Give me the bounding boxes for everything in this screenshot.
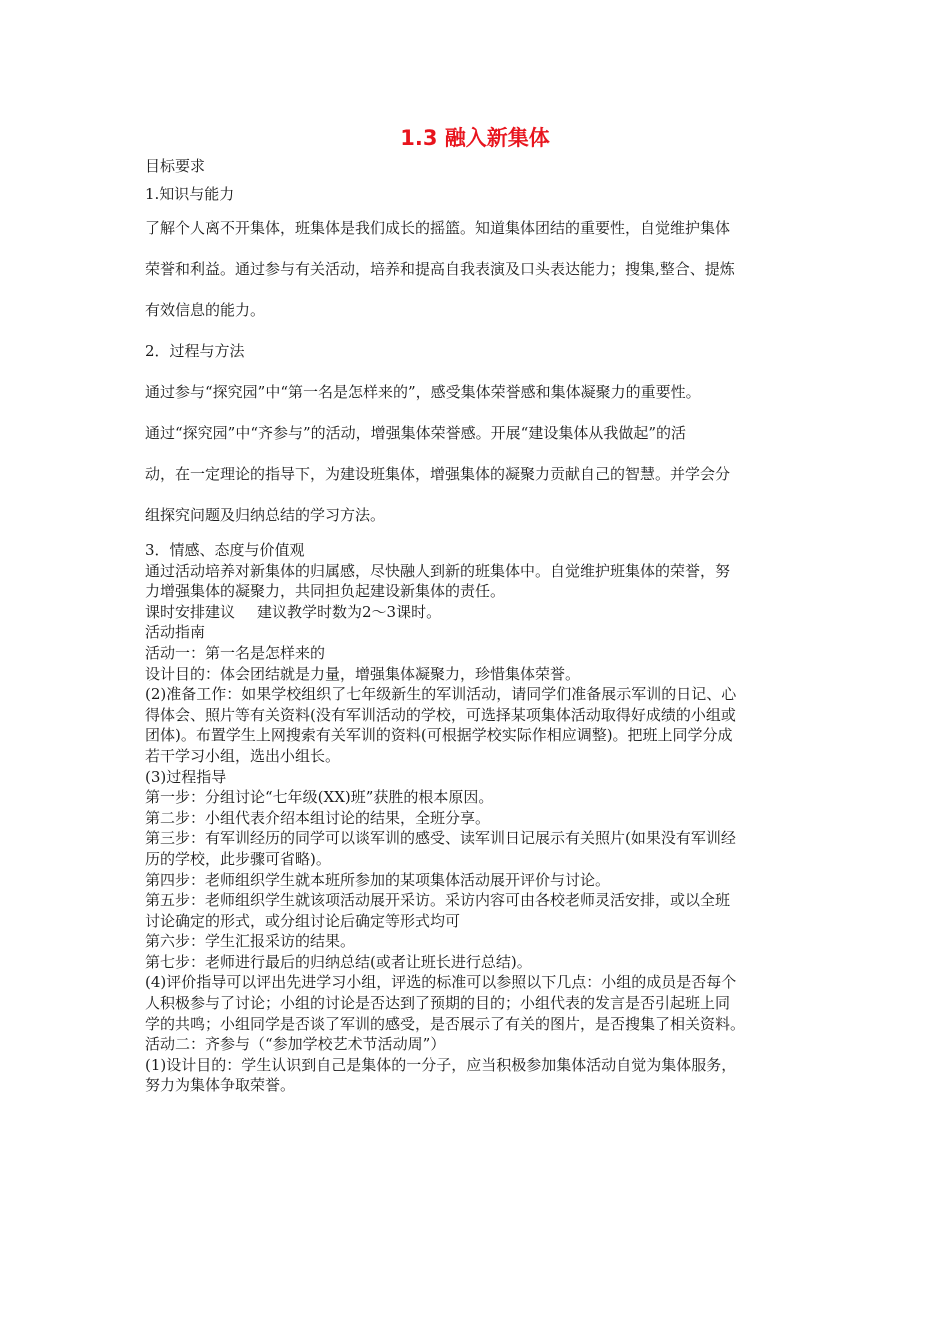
paragraph-line: 努力为集体争取荣誉。 — [145, 1076, 296, 1095]
step-line: 历的学校，此步骤可省略)。 — [145, 849, 331, 868]
paragraph-line: 力增强集体的凝聚力，共同担负起建设新集体的责任。 — [145, 582, 506, 601]
paragraph-line: 学的共鸣；小组同学是否谈了军训的感受，是否展示了有关的图片，是否搜集了相关资料。 — [145, 1014, 746, 1033]
paragraph-line: 荣誉和利益。通过参与有关活动，培养和提高自我表演及口头表达能力；搜集,整合、提炼 — [145, 260, 735, 278]
class-hours-label: 课时安排建议 — [145, 602, 236, 621]
paragraph-line: (1)设计目的：学生认识到自己是集体的一分子，应当积极参加集体活动自觉为集体服务， — [145, 1055, 737, 1074]
step-line: 第七步：老师进行最后的归纳总结(或者让班长进行总结)。 — [145, 952, 532, 971]
step-line: 第一步：分组讨论“七年级(XX)班”获胜的根本原因。 — [145, 788, 494, 807]
paragraph-line: 团体)。布置学生上网搜索有关军训的资料(可根据学校实际作相应调整)。把班上同学分成 — [145, 726, 733, 745]
paragraph-line: 通过参与“探究园”中“第一名是怎样来的”，感受集体荣誉感和集体凝聚力的重要性。 — [145, 383, 701, 401]
class-hours-value: 建议教学时数为2～3课时。 — [257, 602, 442, 621]
paragraph-line: 了解个人离不开集体，班集体是我们成长的摇篮。知道集体团结的重要性，自觉维护集体 — [145, 219, 731, 237]
activity-two-heading: 活动二：齐参与（“参加学校艺术节活动周”） — [145, 1035, 446, 1054]
paragraph-line: 通过“探究园”中“齐参与”的活动，增强集体荣誉感。开展“建设集体从我做起”的活 — [145, 424, 687, 442]
step-line: 第五步：老师组织学生就该项活动展开采访。采访内容可由各校老师灵活安排，或以全班 — [145, 891, 731, 910]
paragraph-line: 通过活动培养对新集体的归属感，尽快融人到新的班集体中。自觉维护班集体的荣誉，努 — [145, 561, 731, 580]
activity-guide-heading: 活动指南 — [145, 623, 206, 642]
page-title: 1.3 融入新集体 — [400, 126, 550, 150]
step-line: 第三步：有军训经历的同学可以谈军训的感受、读军训日记展示有关照片(如果没有军训经 — [145, 829, 736, 848]
paragraph-line: 动，在一定理论的指导下，为建设班集体，增强集体的凝聚力贡献自己的智慧。并学会分 — [145, 465, 731, 483]
emotion-heading: 3．情感、态度与价值观 — [145, 541, 305, 559]
details-section — [145, 540, 815, 1096]
process-guide-heading: (3)过程指导 — [145, 767, 227, 786]
process-heading: 2．过程与方法 — [145, 342, 245, 360]
class-hours-line — [145, 602, 815, 623]
paragraph-line: (4)评价指导可以评出先进学习小组，评选的标准可以参照以下几点：小组的成员是否每个 — [145, 973, 737, 992]
knowledge-heading: 1.知识与能力 — [145, 185, 235, 203]
objectives-section — [145, 152, 815, 536]
paragraph-line: (2)准备工作：如果学校组织了七年级新生的军训活动，请同学们准备展示军训的日记、心 — [145, 685, 737, 704]
paragraph-line: 组探究问题及归纳总结的学习方法。 — [145, 506, 386, 524]
document-body — [145, 152, 815, 1096]
activity-one-heading: 活动一：第一名是怎样来的 — [145, 643, 326, 662]
paragraph-line: 得体会、照片等有关资料(没有军训活动的学校，可选择某项集体活动取得好成绩的小组或 — [145, 705, 736, 724]
objectives-heading: 目标要求 — [145, 157, 206, 175]
step-line: 第六步：学生汇报采访的结果。 — [145, 932, 356, 951]
step-line: 第二步：小组代表介绍本组讨论的结果，全班分享。 — [145, 808, 491, 827]
step-line: 第四步：老师组织学生就本班所参加的某项集体活动展开评价与讨论。 — [145, 870, 611, 889]
paragraph-line: 人积极参与了讨论；小组的讨论是否达到了预期的目的；小组代表的发言是否引起班上同 — [145, 994, 731, 1013]
step-line: 讨论确定的形式，或分组讨论后确定等形式均可 — [145, 911, 461, 930]
paragraph-line: 有效信息的能力。 — [145, 301, 266, 319]
paragraph-line: 若干学习小组，选出小组长。 — [145, 746, 341, 765]
paragraph-line: 设计目的：体会团结就是力量，增强集体凝聚力，珍惜集体荣誉。 — [145, 664, 581, 683]
